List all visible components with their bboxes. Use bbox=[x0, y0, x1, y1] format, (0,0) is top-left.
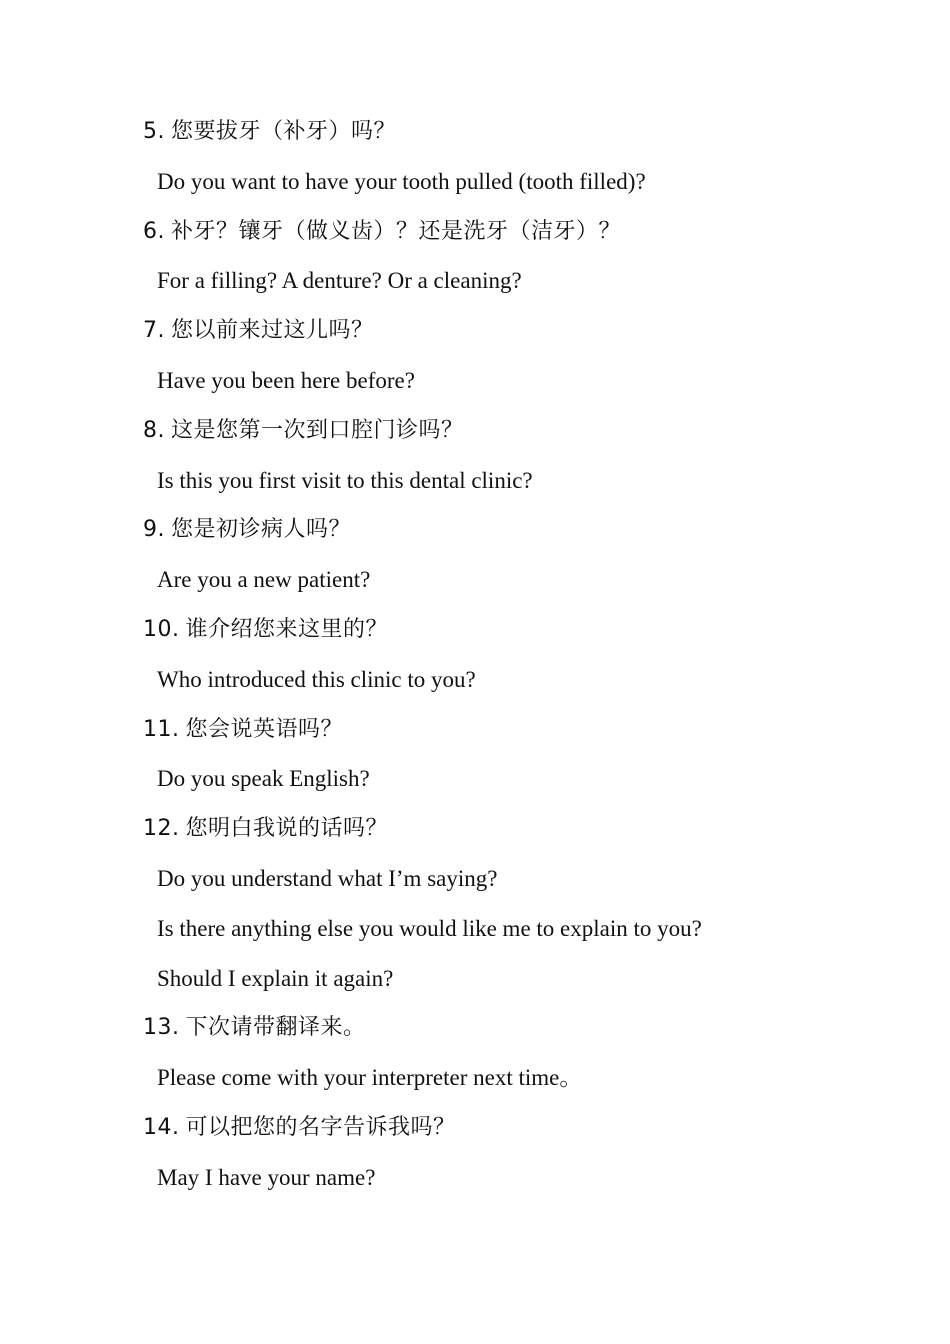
phrase-chinese: 下次请带翻译来。 bbox=[185, 1015, 366, 1041]
phrase-en-12c: Should I explain it again? bbox=[157, 965, 394, 991]
phrase-chinese: 您会说英语吗？ bbox=[185, 716, 344, 742]
phrase-number: 12. bbox=[143, 816, 180, 842]
phrase-number: 10. bbox=[143, 616, 180, 642]
phrase-number: 8. bbox=[143, 417, 165, 443]
phrase-en-11: Do you speak English? bbox=[157, 766, 370, 792]
phrase-zh-8 bbox=[0, 413, 950, 463]
phrase-zh-5 bbox=[0, 114, 950, 164]
phrase-chinese: 这是您第一次到口腔门诊吗？ bbox=[171, 417, 464, 443]
phrase-en-6: For a filling? A denture? Or a cleaning? bbox=[157, 268, 522, 294]
phrase-number: 14. bbox=[143, 1114, 180, 1140]
phrase-en-7: Have you been here before? bbox=[157, 367, 415, 393]
phrase-chinese: 谁介绍您来这里的？ bbox=[185, 616, 389, 642]
phrase-zh-12 bbox=[0, 811, 950, 861]
phrase-zh-11 bbox=[0, 712, 950, 762]
phrase-chinese: 您是初诊病人吗？ bbox=[171, 517, 352, 543]
phrase-chinese: 您以前来过这儿吗？ bbox=[171, 318, 374, 344]
phrase-chinese: 您明白我说的话吗？ bbox=[185, 816, 389, 842]
phrase-en-12b: Is there anything else you would like me to explain to you? bbox=[157, 915, 702, 941]
phrase-number: 6. bbox=[143, 218, 165, 244]
phrase-number: 9. bbox=[143, 517, 165, 543]
phrase-en-13: Please come with your interpreter next time。 bbox=[157, 1065, 583, 1091]
phrase-zh-7 bbox=[0, 313, 950, 363]
phrase-en-9: Are you a new patient? bbox=[157, 567, 371, 593]
phrase-en-12a: Do you understand what I’m saying? bbox=[157, 865, 498, 891]
phrase-en-5: Do you want to have your tooth pulled (tooth filled)? bbox=[157, 168, 646, 194]
phrase-chinese: 补牙？镶牙（做义齿）？还是洗牙（洁牙）？ bbox=[171, 218, 622, 244]
phrase-zh-14 bbox=[0, 1110, 950, 1160]
phrase-zh-13 bbox=[0, 1010, 950, 1060]
phrase-en-10: Who introduced this clinic to you? bbox=[157, 666, 476, 692]
phrase-en-8: Is this you first visit to this dental clinic? bbox=[157, 467, 533, 493]
phrase-zh-9 bbox=[0, 512, 950, 562]
phrase-number: 7. bbox=[143, 318, 165, 344]
phrase-number: 11. bbox=[143, 716, 180, 742]
phrase-number: 5. bbox=[143, 119, 165, 144]
phrase-list bbox=[0, 114, 950, 1210]
phrase-zh-10 bbox=[0, 612, 950, 662]
phrase-zh-6 bbox=[0, 214, 950, 264]
phrase-en-14: May I have your name? bbox=[157, 1164, 376, 1190]
phrase-chinese: 您要拔牙（补牙）吗？ bbox=[171, 119, 397, 144]
phrase-chinese: 可以把您的名字告诉我吗？ bbox=[185, 1114, 456, 1140]
phrase-number: 13. bbox=[143, 1015, 180, 1041]
